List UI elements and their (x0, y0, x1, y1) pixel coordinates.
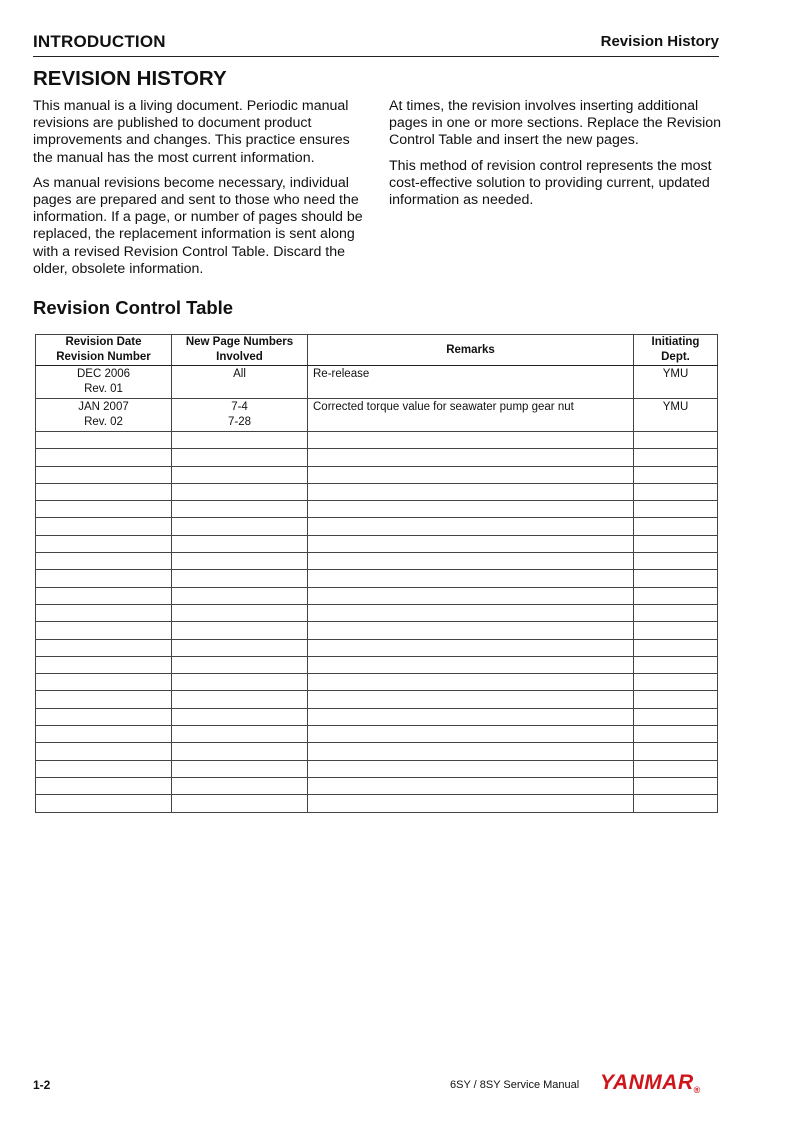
empty-cell (634, 587, 718, 604)
revision-date: JAN 2007 (78, 401, 129, 413)
empty-cell (634, 726, 718, 743)
yanmar-logo (600, 1071, 701, 1095)
left-column (33, 98, 367, 286)
empty-cell (308, 760, 634, 777)
empty-cell (36, 674, 172, 691)
empty-table-row (36, 483, 718, 500)
revision-number: Rev. 02 (84, 416, 123, 428)
empty-cell (634, 466, 718, 483)
page-number: 7-4 (231, 401, 248, 413)
empty-cell (36, 553, 172, 570)
empty-cell (172, 777, 308, 794)
table-title: Revision Control Table (33, 297, 234, 318)
empty-cell (308, 639, 634, 656)
page-number: 1-2 (33, 1078, 51, 1092)
revision-date: DEC 2006 (76, 368, 131, 380)
empty-table-row (36, 570, 718, 587)
empty-cell (308, 483, 634, 500)
empty-cell (634, 708, 718, 725)
empty-cell (36, 622, 172, 639)
logo-text: YANMAR (600, 1071, 694, 1094)
empty-table-row (36, 604, 718, 621)
empty-cell (308, 553, 634, 570)
empty-cell (172, 483, 308, 500)
empty-cell (172, 570, 308, 587)
empty-cell (172, 553, 308, 570)
empty-cell (634, 743, 718, 760)
empty-cell (308, 691, 634, 708)
empty-cell (308, 501, 634, 518)
empty-cell (36, 639, 172, 656)
empty-cell (308, 674, 634, 691)
empty-cell (172, 501, 308, 518)
table-header-row (36, 335, 718, 366)
empty-cell (634, 622, 718, 639)
page-number: All (233, 368, 246, 380)
registered-mark-icon: ® (693, 1085, 701, 1095)
empty-cell (36, 535, 172, 552)
empty-cell (308, 535, 634, 552)
empty-cell (634, 639, 718, 656)
empty-table-row (36, 466, 718, 483)
empty-table-row (36, 587, 718, 604)
revision-control-table (35, 334, 718, 813)
cell-dept: YMU (634, 399, 718, 432)
empty-cell (36, 777, 172, 794)
empty-cell (172, 432, 308, 449)
header-page-numbers (172, 335, 308, 366)
empty-cell (36, 795, 172, 812)
empty-cell (308, 743, 634, 760)
empty-table-row (36, 726, 718, 743)
empty-cell (172, 674, 308, 691)
paragraph: This method of revision control represents the most cost-effective solution to providing current, updated information as needed. (389, 157, 712, 209)
empty-cell (308, 622, 634, 639)
empty-cell (36, 501, 172, 518)
header-text: Involved (216, 351, 263, 363)
empty-cell (36, 760, 172, 777)
empty-table-row (36, 795, 718, 812)
cell-revision (36, 399, 172, 432)
manual-name: 6SY / 8SY Service Manual (450, 1079, 580, 1091)
empty-cell (172, 691, 308, 708)
header-remarks: Remarks (308, 335, 634, 366)
table-row (36, 366, 718, 399)
empty-table-row (36, 449, 718, 466)
empty-cell (634, 795, 718, 812)
empty-table-row (36, 518, 718, 535)
empty-cell (634, 432, 718, 449)
empty-cell (172, 587, 308, 604)
empty-cell (172, 726, 308, 743)
page-number: 7-28 (227, 416, 252, 428)
empty-table-row (36, 674, 718, 691)
table-row (36, 399, 718, 432)
empty-cell (308, 570, 634, 587)
empty-cell (308, 518, 634, 535)
paragraph: At times, the revision involves inserting additional pages in one or more sections. Replace the Revision Control Table and insert the new pages. (389, 98, 722, 149)
empty-table-row (36, 535, 718, 552)
empty-cell (36, 743, 172, 760)
empty-cell (172, 622, 308, 639)
cell-remarks: Corrected torque value for seawater pump gear nut (308, 399, 634, 432)
empty-cell (308, 449, 634, 466)
empty-table-row (36, 622, 718, 639)
empty-cell (36, 604, 172, 621)
empty-cell (36, 708, 172, 725)
empty-table-row (36, 760, 718, 777)
empty-cell (308, 795, 634, 812)
empty-table-row (36, 639, 718, 656)
page-title: REVISION HISTORY (33, 67, 227, 90)
empty-cell (36, 587, 172, 604)
empty-table-row (36, 691, 718, 708)
cell-pages (172, 399, 308, 432)
empty-cell (634, 553, 718, 570)
revision-number: Rev. 01 (84, 383, 123, 395)
empty-cell (172, 535, 308, 552)
empty-cell (634, 604, 718, 621)
empty-cell (172, 604, 308, 621)
empty-cell (172, 449, 308, 466)
empty-table-row (36, 708, 718, 725)
empty-cell (36, 691, 172, 708)
empty-table-row (36, 656, 718, 673)
empty-cell (172, 656, 308, 673)
empty-table-row (36, 553, 718, 570)
cell-dept: YMU (634, 366, 718, 399)
empty-cell (634, 449, 718, 466)
empty-cell (634, 518, 718, 535)
empty-cell (308, 726, 634, 743)
empty-table-row (36, 777, 718, 794)
header-text: Dept. (661, 351, 690, 363)
cell-remarks: Re-release (308, 366, 634, 399)
empty-cell (36, 726, 172, 743)
empty-cell (36, 432, 172, 449)
empty-cell (308, 432, 634, 449)
paragraph: This manual is a living document. Periodic manual revisions are published to document product improvements and changes. This practice ensures the manual has the most current information. (33, 98, 350, 166)
empty-cell (36, 449, 172, 466)
empty-cell (634, 777, 718, 794)
empty-cell (36, 466, 172, 483)
empty-cell (172, 760, 308, 777)
header-revision-date (36, 335, 172, 366)
empty-cell (36, 570, 172, 587)
empty-table-row (36, 743, 718, 760)
empty-cell (308, 656, 634, 673)
header-text: Initiating (651, 336, 700, 348)
paragraph: As manual revisions become necessary, individual pages are prepared and sent to those who need the information. If a page, or number of pages should be replaced, the replacement information is sent along with a revised Revision Control Table. Discard the older, obsolete information. (33, 174, 363, 277)
empty-cell (172, 639, 308, 656)
header-text: New Page Numbers (185, 336, 294, 348)
empty-table-row (36, 501, 718, 518)
empty-cell (308, 587, 634, 604)
header-text: Revision Number (56, 351, 151, 363)
empty-cell (634, 570, 718, 587)
empty-cell (172, 743, 308, 760)
empty-cell (308, 708, 634, 725)
page-header (33, 30, 719, 57)
empty-cell (172, 708, 308, 725)
header-initiating-dept (634, 335, 718, 366)
topic-title: Revision History (600, 33, 719, 50)
empty-cell (634, 656, 718, 673)
empty-cell (308, 466, 634, 483)
header-text: Revision Date (65, 336, 142, 348)
empty-cell (36, 656, 172, 673)
empty-cell (36, 483, 172, 500)
empty-cell (172, 795, 308, 812)
cell-pages (172, 366, 308, 399)
empty-cell (172, 466, 308, 483)
empty-cell (634, 691, 718, 708)
cell-revision (36, 366, 172, 399)
empty-table-row (36, 432, 718, 449)
empty-cell (36, 518, 172, 535)
empty-cell (634, 760, 718, 777)
empty-cell (634, 674, 718, 691)
right-column (389, 98, 723, 217)
empty-cell (308, 604, 634, 621)
section-title: INTRODUCTION (33, 32, 166, 51)
empty-cell (634, 501, 718, 518)
empty-cell (634, 483, 718, 500)
empty-cell (308, 777, 634, 794)
empty-cell (634, 535, 718, 552)
empty-cell (172, 518, 308, 535)
